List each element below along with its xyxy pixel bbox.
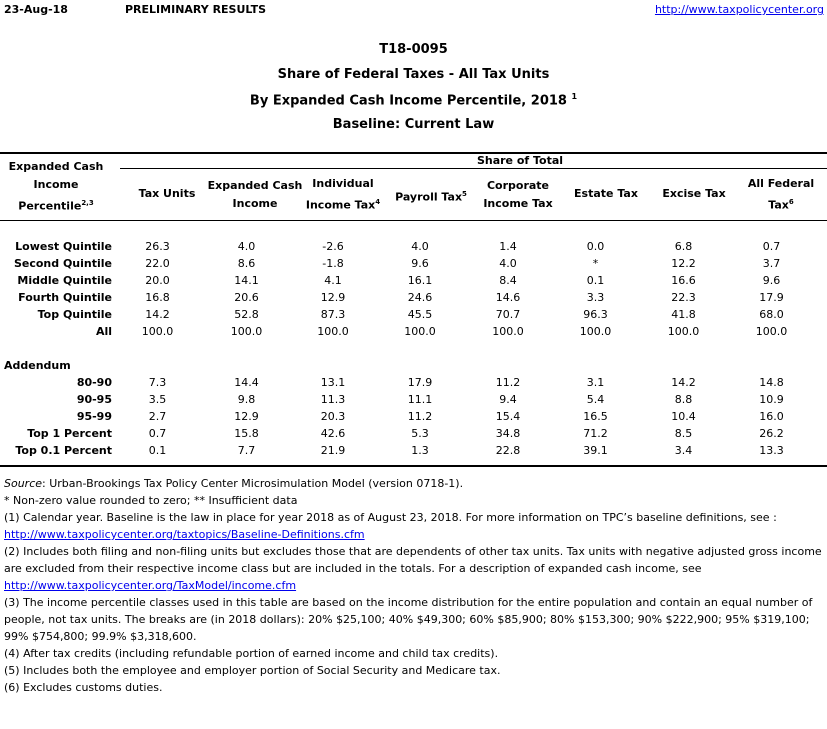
table-cell: 16.0 xyxy=(759,410,784,423)
table-cell: 9.4 xyxy=(499,393,517,406)
addendum-label: Addendum xyxy=(4,359,71,372)
table-cell: 10.9 xyxy=(759,393,784,406)
row-label: Middle Quintile xyxy=(17,274,112,287)
table-row xyxy=(0,391,815,408)
row-label: 90-95 xyxy=(76,393,112,406)
row-label: Second Quintile xyxy=(13,257,112,270)
table-cell: 9.6 xyxy=(411,257,429,270)
table-cell: 22.8 xyxy=(495,444,521,457)
table-cell: 0.1 xyxy=(148,444,167,457)
header-url-link[interactable]: http://www.taxpolicycenter.org xyxy=(654,3,824,16)
table-cell: 41.8 xyxy=(671,308,696,321)
table-cell: 100.0 xyxy=(492,325,524,338)
table-cell: 5.4 xyxy=(586,393,605,406)
table-cell: 14.1 xyxy=(234,274,259,287)
table-cell: 4.0 xyxy=(499,257,517,270)
table-cell: 20.0 xyxy=(145,274,170,287)
table-cell: 26.2 xyxy=(759,427,784,440)
footnote-2: (2) Includes both filing and non-filing units but excludes those that are dependents of other tax units. Tax units with negative adjusted gross income are excluded from their respective income class but are included in the totals. For a description of expanded cash income, see xyxy=(4,545,822,575)
table-cell: 100.0 xyxy=(141,325,174,338)
table-row xyxy=(0,289,815,306)
table-cell: 0.0 xyxy=(586,240,605,253)
main-data-table xyxy=(0,238,815,340)
col-header-all-federal-tax: All Federal Tax$^6$ xyxy=(747,177,815,212)
table-cell: 15.4 xyxy=(495,410,521,423)
table-cell: 7.7 xyxy=(237,444,256,457)
table-cell: 0.1 xyxy=(586,274,605,287)
table-row xyxy=(0,442,815,459)
top-rule xyxy=(0,152,827,154)
table-row xyxy=(0,408,815,425)
table-cell: 3.5 xyxy=(148,393,167,406)
table-row xyxy=(0,272,815,289)
table-cell: 100.0 xyxy=(230,325,263,338)
table-cell: 11.2 xyxy=(495,376,521,389)
footnote-3: (3) The income percentile classes used in this table are based on the income distribution for the entire population and contain an equal number of people, not tax units. The breaks are (in 2018 dollars): 20% $25,100; 40% $49,300; 60% $85,900; 80% $153,300; 90% $222,900; 95% $319,100; 99% $754,800; 99.9% $3,318,600. xyxy=(4,596,813,643)
col-header-percentile: Expanded Cash Income Percentile$^{2,3}$ xyxy=(8,160,104,213)
table-title: Share of Federal Taxes - All Tax Units xyxy=(277,67,550,82)
status-label: PRELIMINARY RESULTS xyxy=(125,3,267,16)
table-cell: 100.0 xyxy=(755,325,788,338)
table-cell: -1.8 xyxy=(322,257,344,270)
table-cell: 21.9 xyxy=(320,444,346,457)
table-cell: 16.6 xyxy=(671,274,696,287)
footnote-4: (4) After tax credits (including refundable portion of earned income and child tax credits). xyxy=(4,647,499,660)
table-cell: 14.8 xyxy=(759,376,784,389)
table-cell: 24.6 xyxy=(407,291,433,304)
table-cell: 6.8 xyxy=(674,240,693,253)
source-note: Source: Urban-Brookings Tax Policy Center Microsimulation Model (version 0718-1). xyxy=(4,477,464,490)
row-label: 95-99 xyxy=(76,410,112,423)
table-cell: 14.6 xyxy=(495,291,521,304)
table-bottom-rule xyxy=(0,465,827,467)
table-cell: 87.3 xyxy=(320,308,346,321)
table-cell: 12.9 xyxy=(234,410,259,423)
table-cell: 3.3 xyxy=(586,291,605,304)
table-cell: 5.3 xyxy=(411,427,429,440)
table-row xyxy=(0,425,815,442)
row-label: Fourth Quintile xyxy=(18,291,112,304)
table-cell: 11.3 xyxy=(320,393,346,406)
footnote-1: (1) Calendar year. Baseline is the law in place for year 2018 as of August 23, 2018. For more information on TPC’s baseline definitions, see : xyxy=(4,511,777,524)
table-cell: 8.6 xyxy=(237,257,256,270)
table-cell: * xyxy=(592,257,599,270)
table-cell: 9.8 xyxy=(237,393,256,406)
table-cell: 22.3 xyxy=(671,291,696,304)
table-cell: 26.3 xyxy=(145,240,170,253)
table-cell: 9.6 xyxy=(762,274,781,287)
baseline-definitions-link[interactable]: http://www.taxpolicycenter.org/taxtopics/Baseline-Definitions.cfm xyxy=(4,528,365,541)
footnote-5: (5) Includes both the employee and employer portion of Social Security and Medicare tax. xyxy=(4,664,501,677)
table-cell: 100.0 xyxy=(404,325,436,338)
row-label: Lowest Quintile xyxy=(15,240,112,253)
table-cell: 11.2 xyxy=(407,410,433,423)
row-label: Top Quintile xyxy=(37,308,112,321)
table-row xyxy=(0,306,815,323)
table-cell: 1.3 xyxy=(411,444,429,457)
table-cell: 3.4 xyxy=(674,444,693,457)
star-note: * Non-zero value rounded to zero; ** Insufficient data xyxy=(4,494,298,507)
table-cell: 8.8 xyxy=(674,393,693,406)
table-cell: 0.7 xyxy=(762,240,781,253)
col-header-expanded-cash-income: Expanded Cash Income xyxy=(207,179,303,210)
col-header-excise-tax: Excise Tax xyxy=(662,187,726,200)
table-cell: 20.6 xyxy=(234,291,259,304)
table-cell: 3.7 xyxy=(762,257,781,270)
income-definition-link[interactable]: http://www.taxpolicycenter.org/TaxModel/income.cfm xyxy=(4,579,297,592)
table-cell: 34.8 xyxy=(495,427,521,440)
table-cell: 4.0 xyxy=(411,240,429,253)
report-date: 23-Aug-18 xyxy=(4,3,68,16)
table-cell: 7.3 xyxy=(148,376,167,389)
footnote-6: (6) Excludes customs duties. xyxy=(4,681,163,694)
table-cell: 68.0 xyxy=(759,308,784,321)
row-label: Top 0.1 Percent xyxy=(15,444,112,457)
col-header-corporate-income-tax: Corporate Income Tax xyxy=(483,179,553,210)
footnotes xyxy=(4,475,824,696)
row-label: All xyxy=(95,325,112,338)
table-cell: -2.6 xyxy=(322,240,344,253)
table-cell: 52.8 xyxy=(234,308,259,321)
table-cell: 39.1 xyxy=(583,444,608,457)
table-row xyxy=(0,238,815,255)
table-cell: 14.4 xyxy=(234,376,259,389)
table-cell: 4.1 xyxy=(324,274,342,287)
table-cell: 22.0 xyxy=(145,257,170,270)
table-row xyxy=(0,374,815,391)
row-label: Top 1 Percent xyxy=(27,427,112,440)
table-cell: 11.1 xyxy=(407,393,433,406)
group-rule xyxy=(120,168,827,169)
table-cell: 70.7 xyxy=(495,308,521,321)
share-of-total-header: Share of Total xyxy=(476,154,564,167)
table-cell: 0.7 xyxy=(148,427,167,440)
table-cell: 13.3 xyxy=(759,444,784,457)
table-cell: 4.0 xyxy=(237,240,256,253)
addendum-table xyxy=(0,374,815,459)
table-cell: 17.9 xyxy=(759,291,784,304)
table-row xyxy=(0,255,815,272)
table-cell: 8.5 xyxy=(674,427,693,440)
baseline-label: Baseline: Current Law xyxy=(332,117,495,132)
table-cell: 2.7 xyxy=(148,410,167,423)
table-cell: 100.0 xyxy=(317,325,349,338)
table-cell: 12.9 xyxy=(320,291,346,304)
table-cell: 71.2 xyxy=(583,427,608,440)
col-header-estate-tax: Estate Tax xyxy=(574,187,638,200)
table-id: T18-0095 xyxy=(379,42,448,57)
table-cell: 15.8 xyxy=(234,427,259,440)
table-cell: 10.4 xyxy=(671,410,696,423)
header-bottom-rule xyxy=(0,220,827,221)
table-cell: 12.2 xyxy=(671,257,696,270)
table-cell: 16.1 xyxy=(407,274,433,287)
table-cell: 3.1 xyxy=(586,376,605,389)
table-cell: 13.1 xyxy=(320,376,346,389)
table-cell: 8.4 xyxy=(499,274,517,287)
col-header-individual-income-tax: Individual Income Tax$^4$ xyxy=(305,177,381,212)
table-cell: 100.0 xyxy=(579,325,612,338)
col-header-payroll-tax: Payroll Tax$^5$ xyxy=(395,190,467,204)
table-cell: 1.4 xyxy=(499,240,517,253)
table-cell: 16.8 xyxy=(145,291,170,304)
col-header-tax-units: Tax Units xyxy=(138,187,196,200)
table-cell: 100.0 xyxy=(667,325,700,338)
table-cell: 14.2 xyxy=(145,308,170,321)
table-subtitle: By Expanded Cash Income Percentile, 2018 $^1$ xyxy=(249,92,578,109)
row-label: 80-90 xyxy=(76,376,112,389)
table-cell: 42.6 xyxy=(320,427,346,440)
table-cell: 14.2 xyxy=(671,376,696,389)
table-cell: 96.3 xyxy=(583,308,608,321)
table-cell: 16.5 xyxy=(583,410,608,423)
table-cell: 17.9 xyxy=(407,376,433,389)
table-cell: 20.3 xyxy=(320,410,346,423)
table-row xyxy=(0,323,815,340)
table-cell: 45.5 xyxy=(407,308,433,321)
